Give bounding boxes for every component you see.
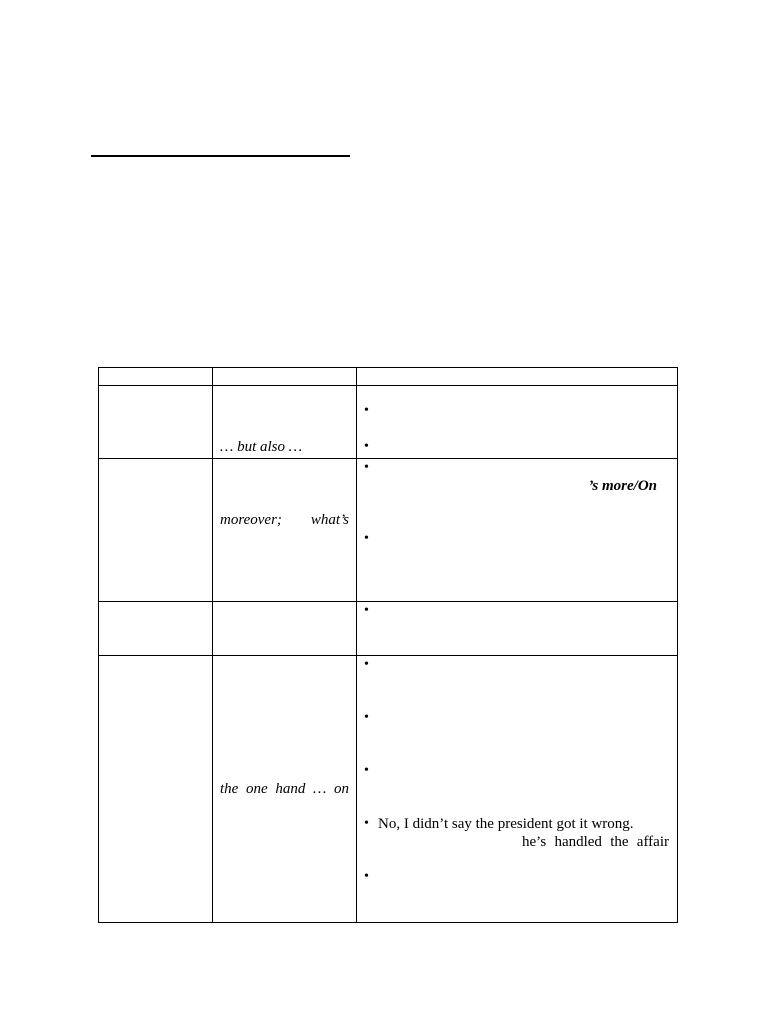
list-item (364, 656, 670, 674)
continuation-word: the (610, 834, 629, 850)
bullet-icon: • (364, 816, 369, 831)
bullet-icon: • (364, 763, 369, 778)
list-item (364, 530, 670, 548)
phrase-cell (213, 459, 357, 602)
phrase-word: the (220, 781, 239, 797)
bullet-icon: • (364, 710, 369, 725)
heading-underline (91, 155, 350, 157)
connectives-table (98, 367, 678, 923)
continuation-word: affair (636, 834, 669, 850)
examples-cell (357, 459, 678, 602)
bullet-icon: • (364, 439, 369, 454)
phrase-cell (213, 656, 357, 923)
list-item (364, 868, 670, 886)
bullet-icon: • (364, 869, 369, 884)
phrase-cell (213, 386, 357, 459)
continuation-word: he’s (522, 834, 547, 850)
header-cell-function (99, 368, 213, 386)
continuation-text (522, 833, 669, 851)
phrase-cell (213, 602, 357, 656)
examples-cell (357, 602, 678, 656)
function-cell (99, 459, 213, 602)
function-cell (99, 656, 213, 923)
list-item (364, 709, 670, 727)
list-item (364, 602, 670, 620)
bullet-icon: • (364, 460, 369, 475)
bullet-icon: • (364, 603, 369, 618)
phrase-word: moreover; (220, 512, 282, 528)
list-item (364, 815, 670, 833)
list-item (364, 762, 670, 780)
examples-cell (357, 386, 678, 459)
phrase-word: … (312, 781, 327, 797)
phrase-text: … but also … (220, 439, 303, 455)
bullet-icon: • (364, 531, 369, 546)
continuation-text: ’s more/On (588, 478, 657, 494)
table-row (99, 386, 678, 459)
phrase-word: what’s (310, 512, 349, 528)
table-header-row (99, 368, 678, 386)
table-row (99, 602, 678, 656)
bullet-icon: • (364, 403, 369, 418)
continuation-word: handled (554, 834, 602, 850)
function-cell (99, 602, 213, 656)
function-cell (99, 386, 213, 459)
phrase-text (220, 511, 349, 529)
table-row (99, 656, 678, 923)
list-item (364, 459, 670, 477)
list-item (364, 438, 670, 456)
phrase-text (220, 780, 349, 798)
examples-cell (357, 656, 678, 923)
phrase-word: one (245, 781, 268, 797)
bullet-icon: • (364, 657, 369, 672)
header-cell-phrase (213, 368, 357, 386)
header-cell-examples (357, 368, 678, 386)
phrase-word: hand (275, 781, 306, 797)
list-item (364, 402, 670, 420)
table-row (99, 459, 678, 602)
bullet-text: No, I didn’t say the president got it wrong. (378, 816, 634, 832)
phrase-word: on (333, 781, 349, 797)
